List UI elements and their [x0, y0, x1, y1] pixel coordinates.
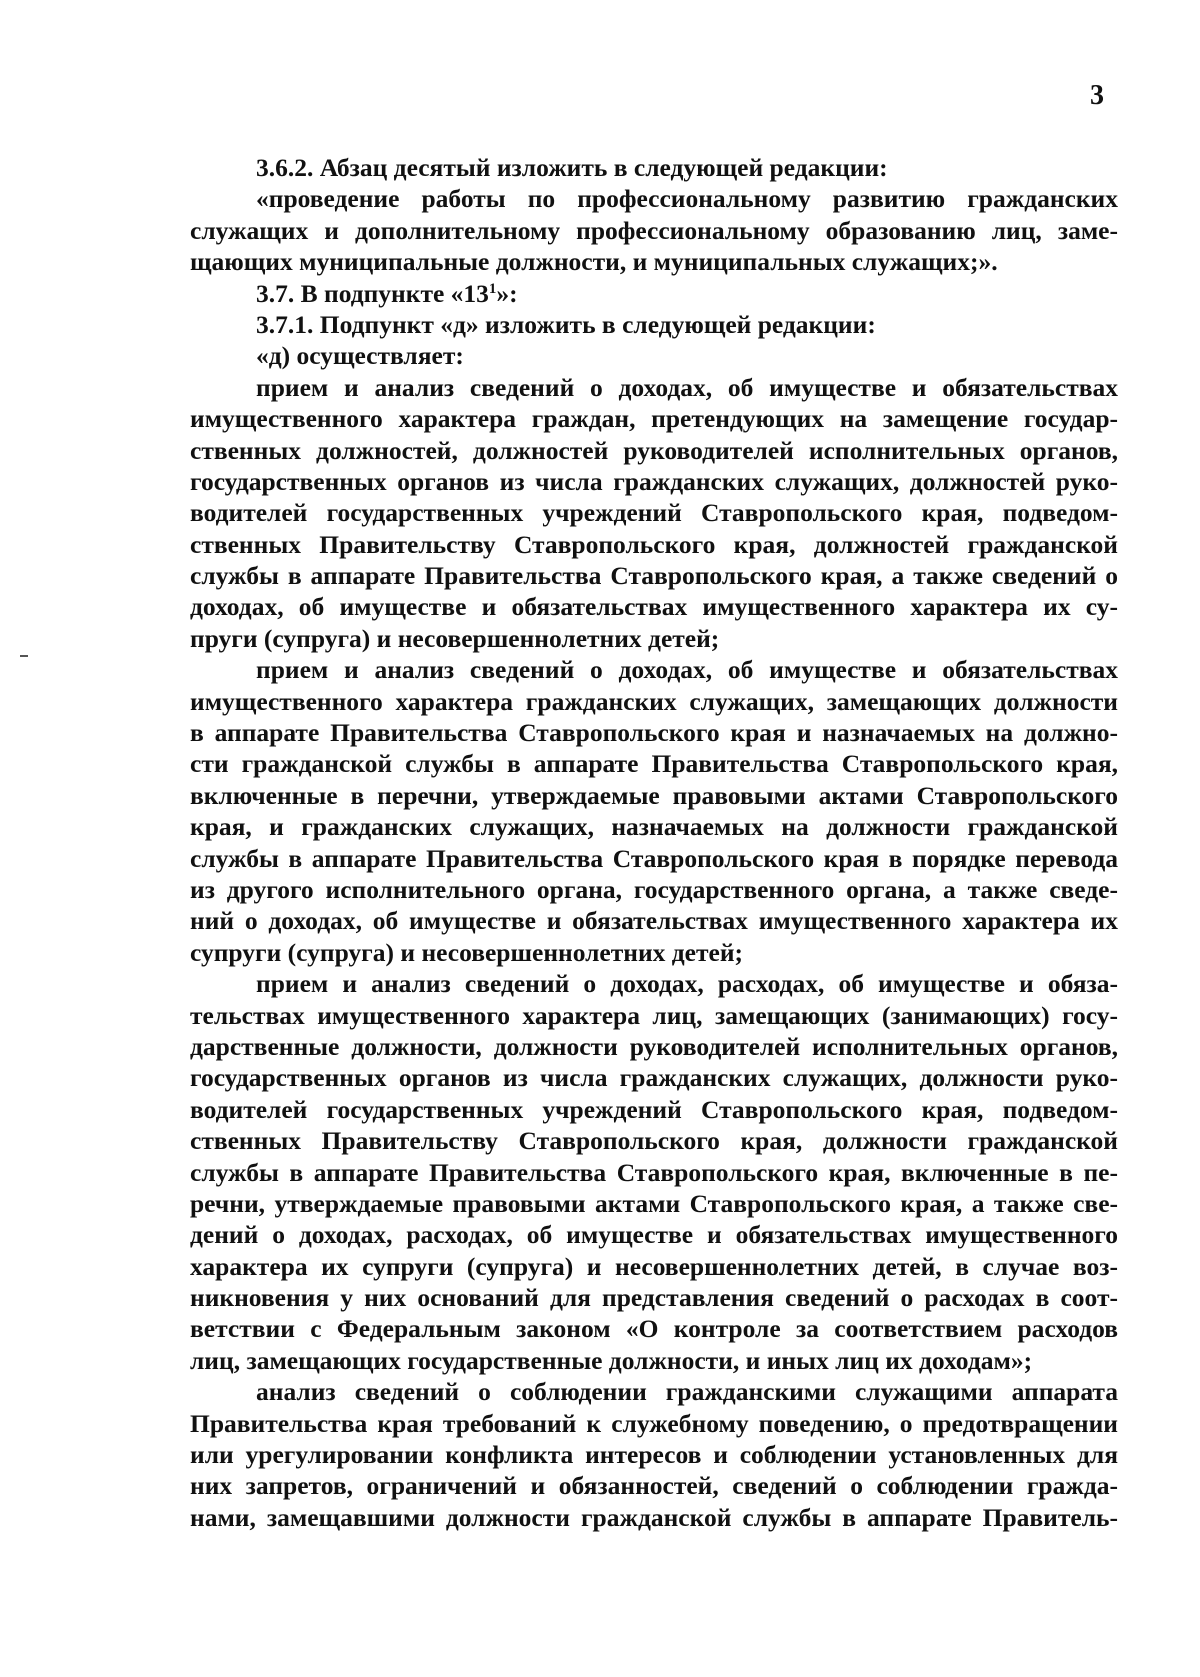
text-line: 3.7.1. Подпункт «д» изложить в следующей редакции: — [256, 309, 876, 339]
text-line: никновения у них оснований для представления сведений о расходах в соот- — [190, 1283, 1118, 1313]
text-line: лиц, замещающих государственные должности, и иных лиц их доходам»; — [190, 1345, 1033, 1375]
text-line: водителей государственных учреждений Ставропольского края, подведом- — [190, 1094, 1118, 1124]
text-line: пруги (супруга) и несовершеннолетних детей; — [190, 623, 720, 653]
text-line: включенные в перечни, утверждаемые правовыми актами Ставропольского — [190, 780, 1118, 810]
text-line: ственных должностей, должностей руководителей исполнительных органов, — [190, 435, 1118, 465]
text-line: края, и гражданских служащих, назначаемых на должности гражданской — [190, 812, 1118, 842]
text-line: ственных Правительству Ставропольского края, должности гражданской — [190, 1126, 1118, 1156]
text-line: прием и анализ сведений о доходах, расходах, об имуществе и обяза- — [256, 969, 1118, 999]
text-line: из другого исполнительного органа, государственного органа, а также сведе- — [190, 874, 1118, 904]
text-line: щающих муниципальные должности, и муниципальных служащих;». — [190, 247, 998, 277]
text-line: речни, утверждаемые правовыми актами Ставропольского края, а также све- — [190, 1188, 1118, 1218]
text-line: водителей государственных учреждений Ставропольского края, подведом- — [190, 498, 1118, 528]
text-line: прием и анализ сведений о доходах, об имуществе и обязательствах — [256, 372, 1118, 402]
text-line: ственных Правительству Ставропольского края, должностей гражданской — [190, 529, 1118, 559]
text-line: Правительства края требований к служебному поведению, о предотвращении — [190, 1408, 1118, 1438]
text-line: характера их супруги (супруга) и несовершеннолетних детей, в случае воз- — [190, 1251, 1118, 1281]
text-line: службы в аппарате Правительства Ставропольского края, включенные в пе- — [190, 1157, 1118, 1187]
text-line: службы в аппарате Правительства Ставропольского края, а также сведений о — [190, 561, 1118, 591]
text-line: «д) осуществляет: — [256, 341, 464, 371]
text-line: в аппарате Правительства Ставропольского края и назначаемых на должно- — [190, 718, 1118, 748]
text-line: службы в аппарате Правительства Ставропольского края в порядке перевода — [190, 843, 1118, 873]
text-line: или урегулировании конфликта интересов и соблюдении установленных для — [190, 1440, 1118, 1470]
text-line: «проведение работы по профессиональному развитию гражданских — [256, 184, 1118, 214]
document-body — [190, 152, 1118, 1533]
text-line: дарственные должности, должности руководителей исполнительных органов, — [190, 1031, 1118, 1061]
text-line: государственных органов из числа гражданских служащих, должности руко- — [190, 1063, 1118, 1093]
text-line: дений о доходах, расходах, об имуществе и обязательствах имущественного — [190, 1220, 1118, 1250]
scan-mark — [20, 655, 28, 657]
text-line: имущественного характера граждан, претендующих на замещение государ- — [190, 404, 1118, 434]
text-segment: 3.7. В подпункте «13 — [256, 278, 489, 308]
text-line: них запретов, ограничений и обязанностей, сведений о соблюдении гражда- — [190, 1471, 1118, 1501]
text-segment: »: — [496, 278, 518, 308]
superscript: 1 — [488, 280, 497, 297]
text-line: супруги (супруга) и несовершеннолетних детей; — [190, 937, 744, 967]
text-line: государственных органов из числа гражданских служащих, должностей руко- — [190, 466, 1118, 496]
page-number: 3 — [1090, 80, 1104, 111]
text-line: служащих и дополнительному профессиональному образованию лиц, заме- — [190, 215, 1118, 245]
text-line: анализ сведений о соблюдении гражданскими служащими аппарата — [256, 1377, 1118, 1407]
text-line: доходах, об имуществе и обязательствах имущественного характера их су- — [190, 592, 1118, 622]
text-line: нами, замещавшими должности гражданской службы в аппарате Правитель- — [190, 1502, 1118, 1532]
text-line: тельствах имущественного характера лиц, замещающих (занимающих) госу- — [190, 1000, 1118, 1030]
text-line: сти гражданской службы в аппарате Правительства Ставропольского края, — [190, 749, 1118, 779]
text-line — [190, 278, 1118, 309]
text-line: прием и анализ сведений о доходах, об имуществе и обязательствах — [256, 655, 1118, 685]
text-line: имущественного характера гражданских служащих, замещающих должности — [190, 686, 1118, 716]
text-line: 3.6.2. Абзац десятый изложить в следующей редакции: — [256, 153, 888, 182]
text-line: ветствии с Федеральным законом «О контроле за соответствием расходов — [190, 1314, 1118, 1344]
text-line: ний о доходах, об имуществе и обязательствах имущественного характера их — [190, 906, 1118, 936]
